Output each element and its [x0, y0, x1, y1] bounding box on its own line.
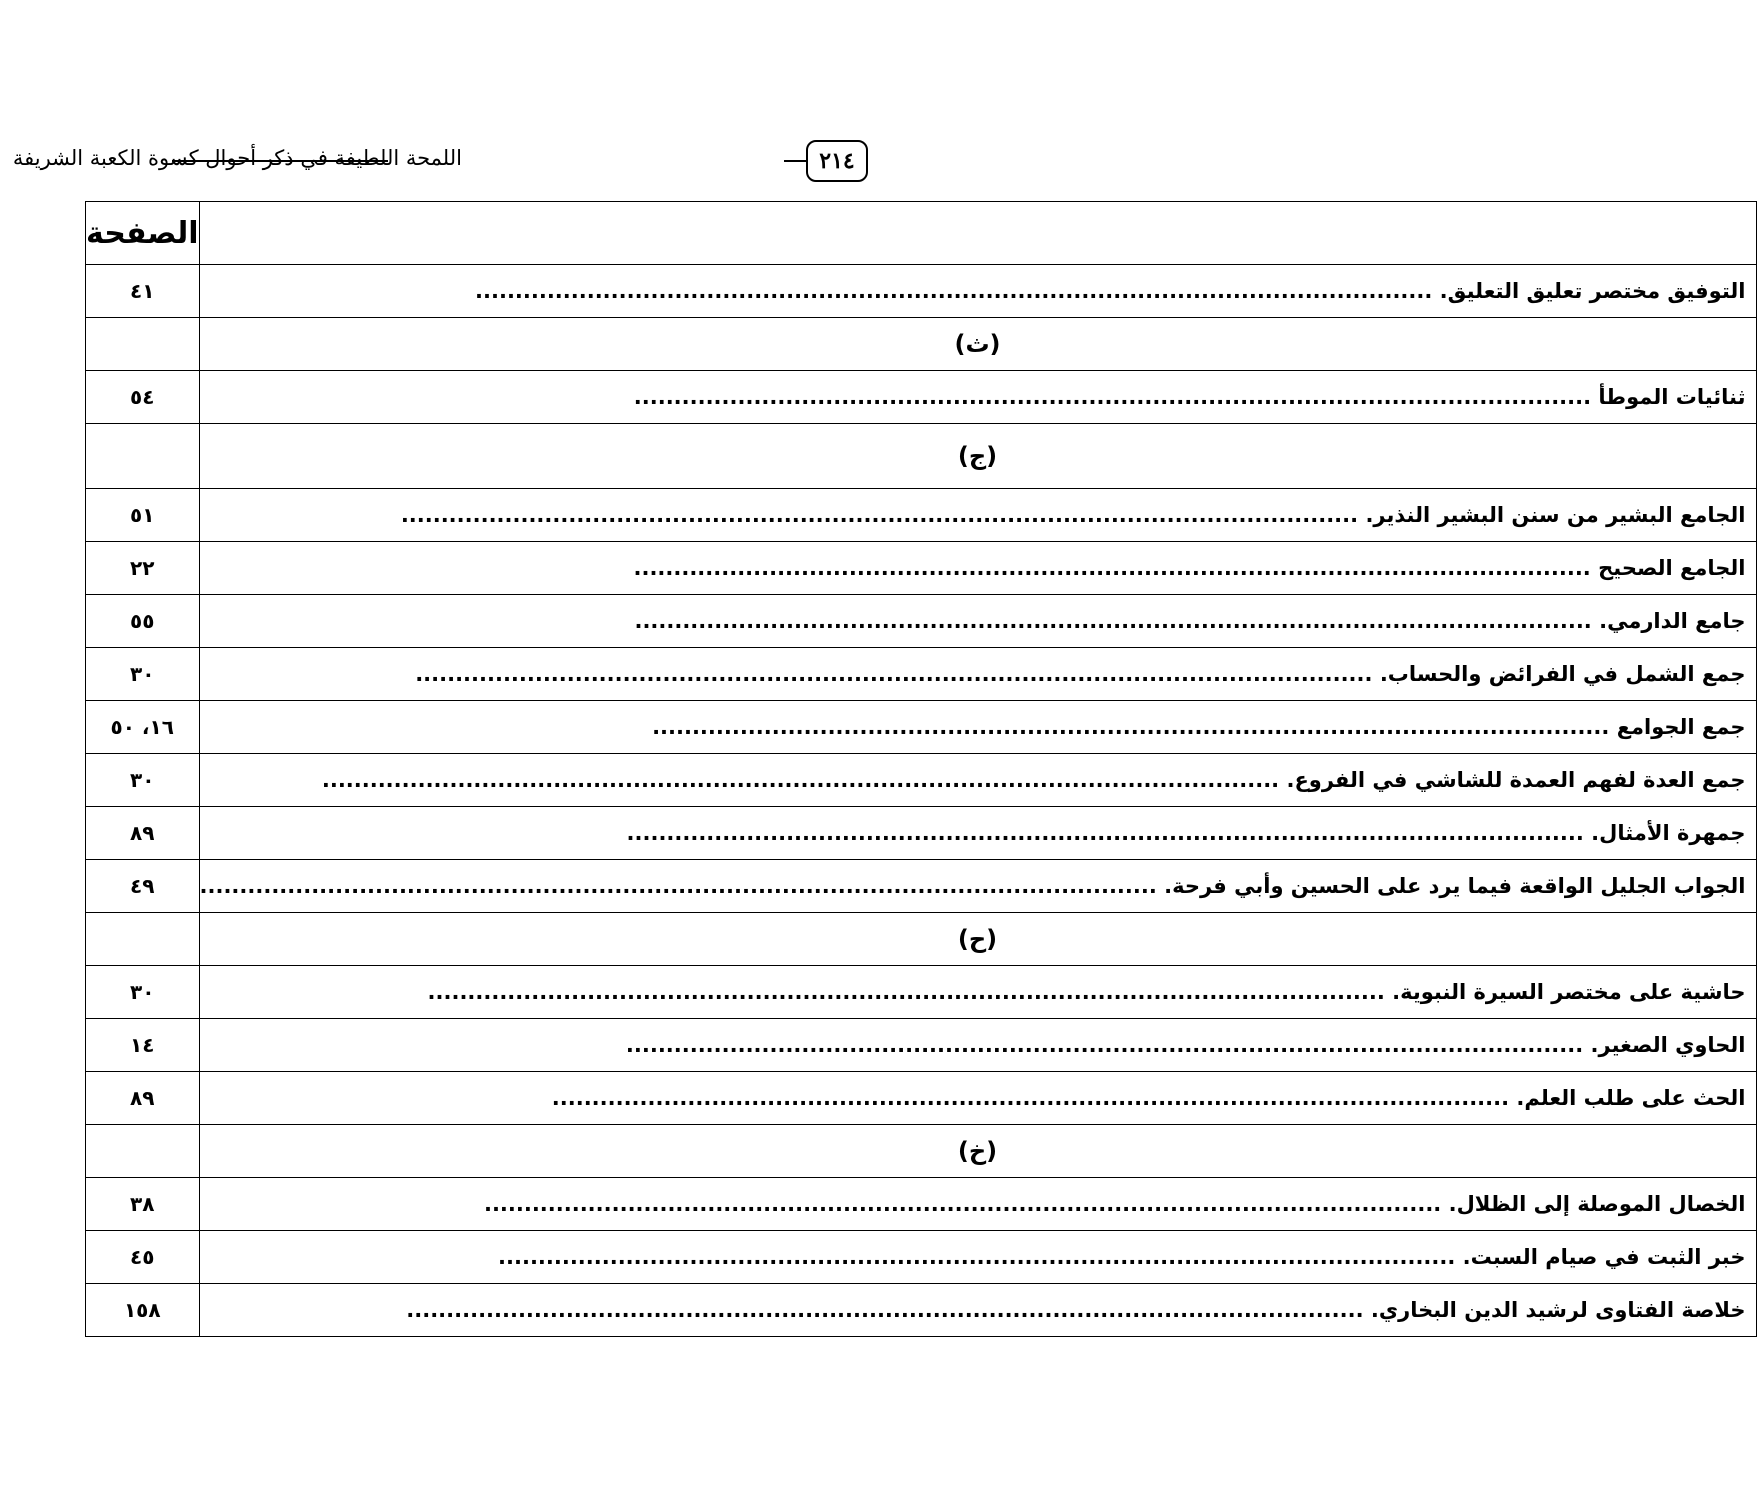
header-rule: [172, 160, 388, 162]
entry-title-cell: [199, 966, 1756, 1019]
dot-leader: ........................................................................................................................: [626, 821, 1592, 845]
table-row: [86, 648, 1757, 701]
entry-title-cell: [199, 1284, 1756, 1337]
entry-title: جمع الشمل في الفرائض والحساب.: [1379, 662, 1746, 686]
dot-leader: ........................................................................................................................: [483, 1192, 1449, 1216]
letter-section-row: [86, 318, 1757, 371]
entry-page-number: ٨٩: [86, 1072, 200, 1125]
table-row: [86, 595, 1757, 648]
entry-title: التوفيق مختصر تعليق التعليق.: [1439, 279, 1746, 303]
entry-page-number: ٣٨: [86, 1178, 200, 1231]
entry-title: الخصال الموصلة إلى الظلال.: [1448, 1192, 1746, 1216]
section-letter: (ج): [199, 424, 1756, 489]
entry-title-cell: [199, 371, 1756, 424]
entry-title-cell: [199, 265, 1756, 318]
dot-leader: ........................................................................................................................: [551, 1086, 1517, 1110]
entry-page-number: ٣٠: [86, 966, 200, 1019]
entry-title: خلاصة الفتاوى لرشيد الدين البخاري.: [1370, 1298, 1746, 1322]
dot-leader: ........................................................................................................................: [498, 1245, 1463, 1269]
title-column-header: [199, 202, 1756, 265]
entry-page-number: ٣٠: [86, 648, 200, 701]
entry-title-cell: [199, 648, 1756, 701]
letter-section-row: [86, 1125, 1757, 1178]
letter-section-row: [86, 913, 1757, 966]
table-row: [86, 754, 1757, 807]
entry-title: الجامع البشير من سنن البشير النذير.: [1365, 503, 1746, 527]
entry-title: الحاوي الصغير.: [1590, 1033, 1746, 1057]
page-column-header: الصفحة: [86, 202, 200, 265]
entry-title-cell: [199, 1072, 1756, 1125]
table-row: [86, 489, 1757, 542]
table-row: [86, 265, 1757, 318]
entry-page-number: ١٦، ٥٠: [86, 701, 200, 754]
header-rule-short: [784, 160, 806, 162]
entry-page-number: ١٥٨: [86, 1284, 200, 1337]
dot-leader: ........................................................................................................................: [633, 385, 1599, 409]
entry-title: جمهرة الأمثال.: [1591, 821, 1746, 845]
entry-title-cell: [199, 1178, 1756, 1231]
section-letter: (ث): [199, 318, 1756, 371]
entry-title: جمع العدة لفهم العمدة للشاشي في الفروع.: [1286, 768, 1746, 792]
entry-title-cell: [199, 754, 1756, 807]
dot-leader: ........................................................................................................................: [199, 874, 1165, 898]
entry-title: خبر الثبت في صيام السبت.: [1462, 1245, 1746, 1269]
empty-page-cell: [86, 318, 200, 371]
table-row: [86, 701, 1757, 754]
entry-page-number: ٨٩: [86, 807, 200, 860]
dot-leader: ........................................................................................................................: [415, 662, 1380, 686]
entry-title-cell: [199, 595, 1756, 648]
dot-leader: ........................................................................................................................: [634, 609, 1600, 633]
entry-title-cell: [199, 807, 1756, 860]
entry-page-number: ٤٥: [86, 1231, 200, 1284]
dot-leader: ........................................................................................................................: [406, 1298, 1371, 1322]
entry-title: الحث على طلب العلم.: [1516, 1086, 1746, 1110]
book-title: اللمحة اللطيفة في ذكر أحوال كسوة الكعبة الشريفة: [12, 146, 462, 170]
table-row: [86, 860, 1757, 913]
entry-title-cell: [199, 542, 1756, 595]
table-row: [86, 1178, 1757, 1231]
dot-leader: ........................................................................................................................: [652, 715, 1617, 739]
page-number-box: ٢١٤: [806, 140, 868, 182]
dot-leader: ........................................................................................................................: [475, 279, 1440, 303]
empty-page-cell: [86, 424, 200, 489]
entry-page-number: ٥١: [86, 489, 200, 542]
entry-title-cell: [199, 1019, 1756, 1072]
entry-page-number: ٤٩: [86, 860, 200, 913]
table-row: [86, 371, 1757, 424]
table-row: [86, 1284, 1757, 1337]
entry-page-number: ١٤: [86, 1019, 200, 1072]
entry-page-number: ٢٢: [86, 542, 200, 595]
empty-page-cell: [86, 913, 200, 966]
index-table: [85, 201, 1757, 1337]
section-letter: (ح): [199, 913, 1756, 966]
table-row: [86, 966, 1757, 1019]
entry-page-number: ٤١: [86, 265, 200, 318]
entry-title-cell: [199, 701, 1756, 754]
entry-title: جمع الجوامع: [1616, 715, 1746, 739]
dot-leader: ........................................................................................................................: [625, 1033, 1591, 1057]
running-header: [12, 140, 872, 186]
entry-page-number: ٥٤: [86, 371, 200, 424]
table-header-row: [86, 202, 1757, 265]
entry-title-cell: [199, 860, 1756, 913]
entry-title: جامع الدارمي.: [1599, 609, 1746, 633]
table-row: [86, 542, 1757, 595]
table-row: [86, 1019, 1757, 1072]
letter-section-row: [86, 424, 1757, 489]
empty-page-cell: [86, 1125, 200, 1178]
entry-page-number: ٣٠: [86, 754, 200, 807]
entry-title: الجواب الجليل الواقعة فيما يرد على الحسين وأبي فرحة.: [1164, 874, 1746, 898]
section-letter: (خ): [199, 1125, 1756, 1178]
table-row: [86, 1231, 1757, 1284]
dot-leader: ........................................................................................................................: [400, 503, 1366, 527]
dot-leader: ........................................................................................................................: [321, 768, 1287, 792]
entry-title-cell: [199, 489, 1756, 542]
entry-title: ثنائيات الموطأ: [1598, 385, 1746, 409]
table-row: [86, 1072, 1757, 1125]
entry-title-cell: [199, 1231, 1756, 1284]
entry-title: الجامع الصحيح: [1598, 556, 1746, 580]
dot-leader: ........................................................................................................................: [633, 556, 1599, 580]
entry-page-number: ٥٥: [86, 595, 200, 648]
table-row: [86, 807, 1757, 860]
dot-leader: ........................................................................................................................: [427, 980, 1393, 1004]
entry-title: حاشية على مختصر السيرة النبوية.: [1392, 980, 1746, 1004]
